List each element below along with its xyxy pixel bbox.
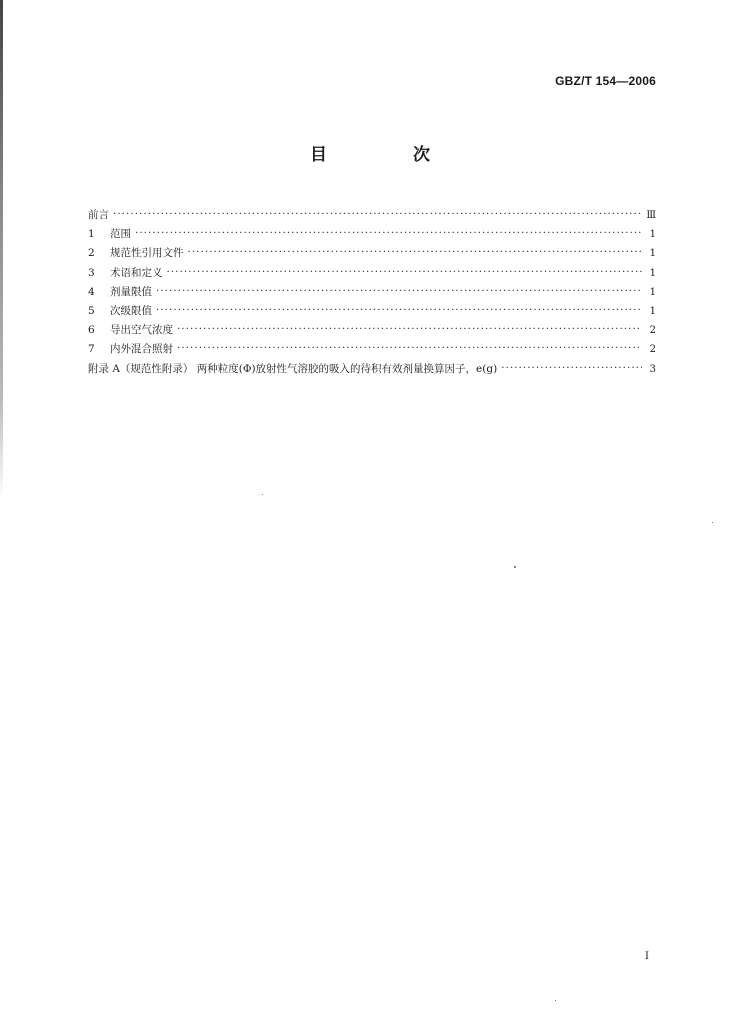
toc-entry-text: 次级限值 — [110, 304, 152, 317]
toc-leader-dots — [167, 263, 643, 282]
toc-leader-dots — [177, 339, 642, 358]
table-of-contents — [88, 206, 656, 379]
toc-entry-page: Ⅲ — [646, 210, 656, 221]
toc-leader-dots — [113, 205, 642, 224]
toc-entry-number: 1 — [88, 228, 95, 241]
toc-entry-number: 7 — [88, 343, 95, 356]
toc-title: 目 次 — [310, 145, 470, 165]
toc-entry-page: 1 — [649, 267, 656, 279]
toc-entry-dose-limits[interactable] — [88, 283, 656, 302]
toc-entry-text: 剂量限值 — [110, 285, 152, 298]
scan-speck — [514, 566, 516, 568]
toc-entry-text: 前言 — [88, 209, 109, 221]
toc-leader-dots — [188, 243, 643, 262]
toc-leader-dots — [156, 282, 642, 301]
toc-leader-dots — [177, 320, 642, 339]
toc-entry-text: 导出空气浓度 — [110, 324, 173, 337]
toc-entry-page: 2 — [649, 325, 656, 337]
toc-entry-page: 1 — [649, 248, 656, 260]
toc-entry-mixed-exposure[interactable] — [88, 340, 656, 359]
toc-entry-annex-a[interactable] — [88, 360, 656, 379]
toc-entry-page: 3 — [649, 363, 656, 375]
toc-entry-number: 6 — [88, 324, 95, 337]
scan-speck — [555, 1000, 556, 1001]
toc-entry-text: 术语和定义 — [110, 266, 163, 279]
toc-entry-text: 规范性引用文件 — [110, 247, 184, 260]
toc-entry-scope[interactable] — [88, 225, 656, 244]
toc-entry-number: 5 — [88, 304, 95, 317]
toc-entry-number: 4 — [88, 285, 95, 298]
toc-entry-page: 1 — [649, 286, 656, 298]
toc-entry-number: 3 — [88, 266, 95, 279]
toc-entry-page: 1 — [649, 305, 656, 317]
toc-entry-foreword[interactable] — [88, 206, 656, 225]
toc-entry-page: 2 — [649, 344, 656, 356]
toc-leader-dots — [501, 359, 642, 378]
toc-entry-secondary-limits[interactable] — [88, 302, 656, 321]
toc-entry-derived-air-concentration[interactable] — [88, 321, 656, 340]
scan-speck — [712, 522, 713, 523]
page-number: I — [645, 951, 649, 962]
toc-entry-normative-references[interactable] — [88, 244, 656, 263]
standard-code: GBZ/T 154—2006 — [555, 74, 656, 88]
toc-entry-text: 附录 A（规范性附录） 两种粒度(Φ)放射性气溶胶的吸入的待积有效剂量换算因子，e(g) — [88, 362, 498, 375]
toc-leader-dots — [135, 224, 642, 243]
toc-leader-dots — [156, 301, 642, 320]
scan-edge-shadow — [0, 0, 3, 500]
scan-speck — [262, 494, 263, 495]
toc-entry-page: 1 — [649, 229, 656, 241]
toc-entry-text: 内外混合照射 — [110, 343, 173, 356]
toc-entry-terms-definitions[interactable] — [88, 264, 656, 283]
toc-entry-number: 2 — [88, 247, 95, 260]
toc-entry-text: 范围 — [110, 228, 131, 241]
